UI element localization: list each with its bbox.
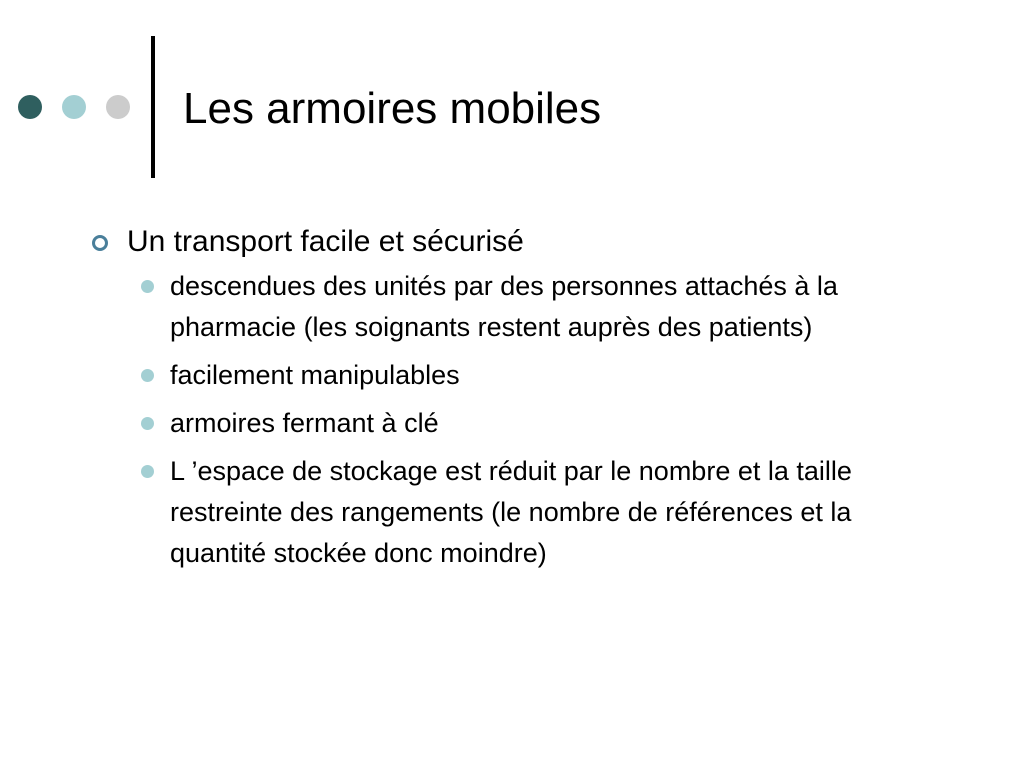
- sub-bullet-dot-icon: [141, 465, 154, 478]
- sub-bullet-text: facilement manipulables: [170, 360, 460, 390]
- sub-bullet-dot-icon: [141, 369, 154, 382]
- ring-bullet-icon: [92, 235, 108, 251]
- sub-bullet-text: descendues des unités par des personnes attachés à la pharmacie (les soignants restent auprès des patients): [170, 271, 838, 342]
- sub-bullet-list: [141, 266, 950, 574]
- title-divider: [151, 36, 155, 178]
- sub-bullet-text: L ’espace de stockage est réduit par le nombre et la taille restreinte des rangements (le nombre de références et la quantité stockée donc moindre): [170, 456, 852, 568]
- slide-content: [90, 222, 950, 581]
- slide-title: Les armoires mobiles: [183, 84, 602, 133]
- sub-bullet-item: [141, 266, 930, 348]
- sub-bullet-text: armoires fermant à clé: [170, 408, 439, 438]
- sub-bullet-dot-icon: [141, 417, 154, 430]
- dot-dark-icon: [18, 95, 42, 119]
- decorative-dots: [18, 95, 138, 119]
- sub-bullet-item: [141, 355, 930, 396]
- dot-light-icon: [62, 95, 86, 119]
- sub-bullet-item: [141, 403, 930, 444]
- dot-grey-icon: [106, 95, 130, 119]
- sub-bullet-dot-icon: [141, 280, 154, 293]
- main-bullet: [90, 222, 950, 262]
- main-bullet-text: Un transport facile et sécurisé: [127, 225, 524, 258]
- sub-bullet-item: [141, 451, 930, 574]
